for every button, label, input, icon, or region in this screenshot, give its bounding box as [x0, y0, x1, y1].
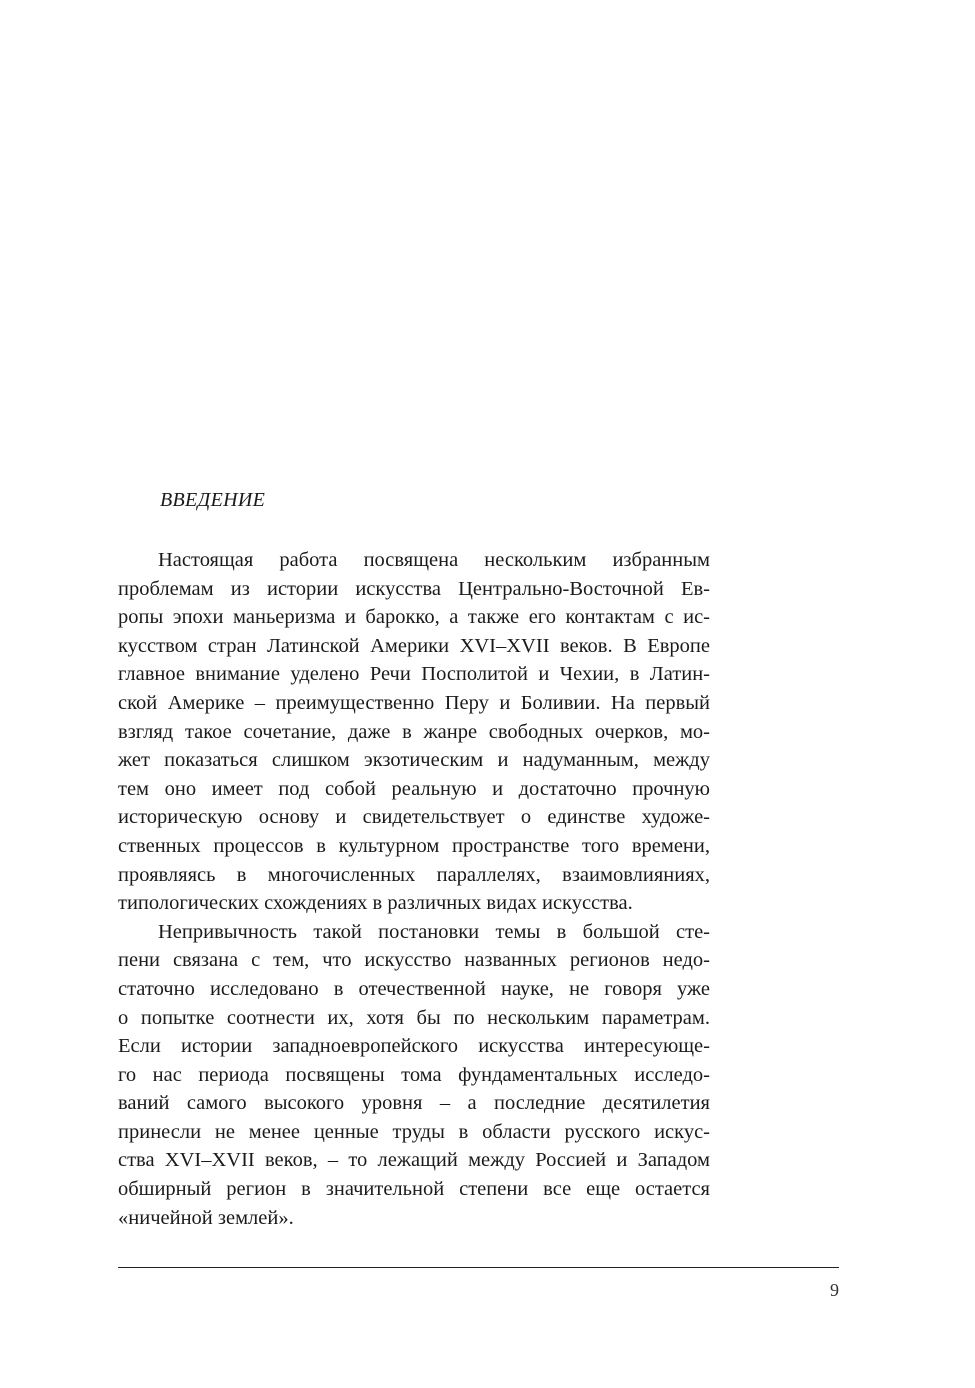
text-line: пени связана с тем, что искусство названных регионов недо-: [118, 949, 710, 972]
text-line: кусством стран Латинской Америки XVI–XVII веков. В Европе: [118, 634, 710, 657]
text-line: ской Америке – преимущественно Перу и Боливии. На первый: [118, 691, 710, 714]
text-line: Настоящая работа посвящена нескольким избранным: [158, 549, 710, 571]
text-line: о попытке соотнести их, хотя бы по нескольким параметрам.: [118, 1006, 710, 1029]
text-line: типологических схождениях в различных видах искусства.: [118, 892, 633, 915]
page-number: 9: [830, 1280, 839, 1300]
text-line: го нас периода посвящены тома фундаментальных исследо-: [118, 1063, 710, 1086]
text-line: принесли не менее ценные труды в области русского искус-: [118, 1120, 710, 1143]
footer-divider: [118, 1267, 839, 1268]
text-line: проблемам из истории искусства Центрально-Восточной Ев-: [118, 577, 710, 600]
text-line: проявляясь в многочисленных параллелях, взаимовлияниях,: [118, 863, 710, 886]
text-line: жет показаться слишком экзотическим и надуманным, между: [118, 749, 710, 772]
text-line: «ничейной землей».: [118, 1206, 294, 1229]
text-line: Непривычность такой постановки темы в большой сте-: [158, 920, 710, 943]
text-line: статочно исследовано в отечественной науке, не говоря уже: [118, 977, 710, 1000]
text-line: ропы эпохи маньеризма и барокко, а также его контактам с ис-: [118, 606, 710, 629]
text-line: Если истории западноевропейского искусства интересующе-: [118, 1035, 710, 1058]
text-line: обширный регион в значительной степени все еще остается: [118, 1178, 710, 1201]
body-text: [118, 546, 710, 1232]
text-line: ства XVI–XVII веков, – то лежащий между Россией и Западом: [118, 1149, 710, 1172]
text-line: ваний самого высокого уровня – а последние десятилетия: [118, 1092, 710, 1115]
text-line: ственных процессов в культурном пространстве того времени,: [118, 834, 710, 857]
section-heading: ВВЕДЕНИЕ: [160, 489, 266, 511]
text-line: взгляд такое сочетание, даже в жанре свободных очерков, мо-: [118, 720, 710, 743]
text-line: историческую основу и свидетельствует о единстве художе-: [118, 806, 710, 829]
text-line: тем оно имеет под собой реальную и достаточно прочную: [118, 777, 710, 800]
text-line: главное внимание уделено Речи Посполитой и Чехии, в Латин-: [118, 663, 710, 686]
